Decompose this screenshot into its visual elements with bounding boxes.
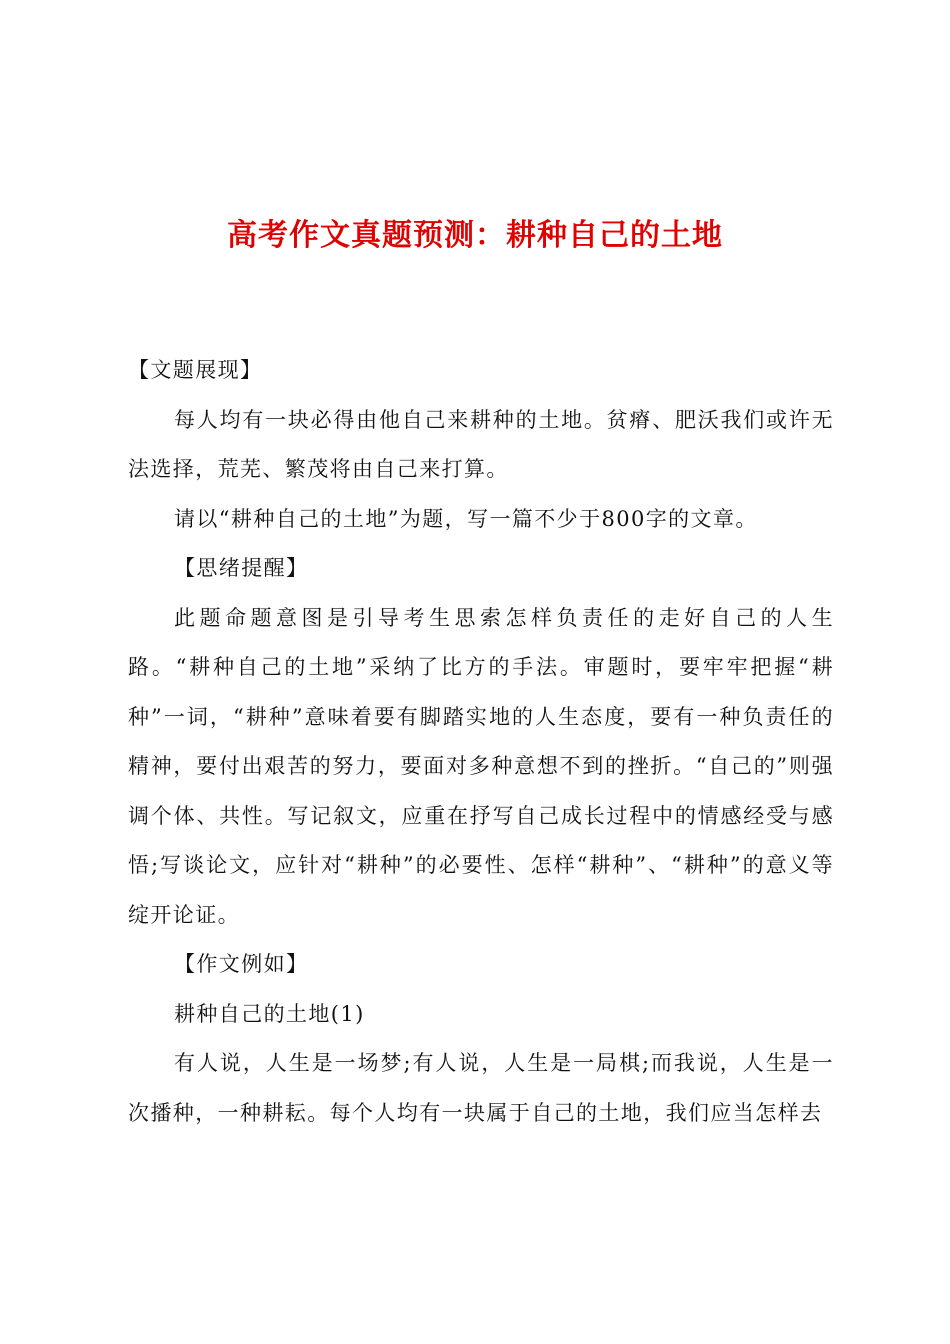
example-title: 耕种自己的土地(1) (174, 1001, 365, 1026)
document-title: 高考作文真题预测：耕种自己的土地 (227, 218, 723, 253)
section-heading-example: 【作文例如】 (174, 952, 309, 976)
example-paragraph: 有人说，人生是一场梦;有人说，人生是一局棋;而我说，人生是一次播种，一种耕耘。每个人均有一块属于自己的土地，我们应当怎样去 (128, 1051, 834, 1125)
task-paragraph: 请以“耕种自己的土地”为题，写一篇不少于800字的文章。 (174, 506, 758, 531)
prompt-paragraph: 每人均有一块必得由他自己来耕种的土地。贫瘠、肥沃我们或许无法选择，荒芜、繁茂将由自己来打算。 (128, 407, 834, 481)
hints-paragraph: 此题命题意图是引导考生思索怎样负责任的走好自己的人生路。“耕种自己的土地”采纳了比方的手法。审题时，要牢牢把握“耕种”一词，“耕种”意味着要有脚踏实地的人生态度，要有一种负责任的精神，要付出艰苦的努力，要面对多种意想不到的挫折。“自己的”则强调个体、共性。写记叙文，应重在抒写自己成长过程中的情感经受与感悟;写谈论文，应针对“耕种”的必要性、怎样“耕种”、“耕种”的意义等绽开论证。 (128, 605, 834, 927)
section-heading-hints: 【思绪提醒】 (174, 556, 309, 580)
section-heading-prompt: 【文题展现】 (128, 358, 263, 382)
document-body (128, 346, 834, 1138)
